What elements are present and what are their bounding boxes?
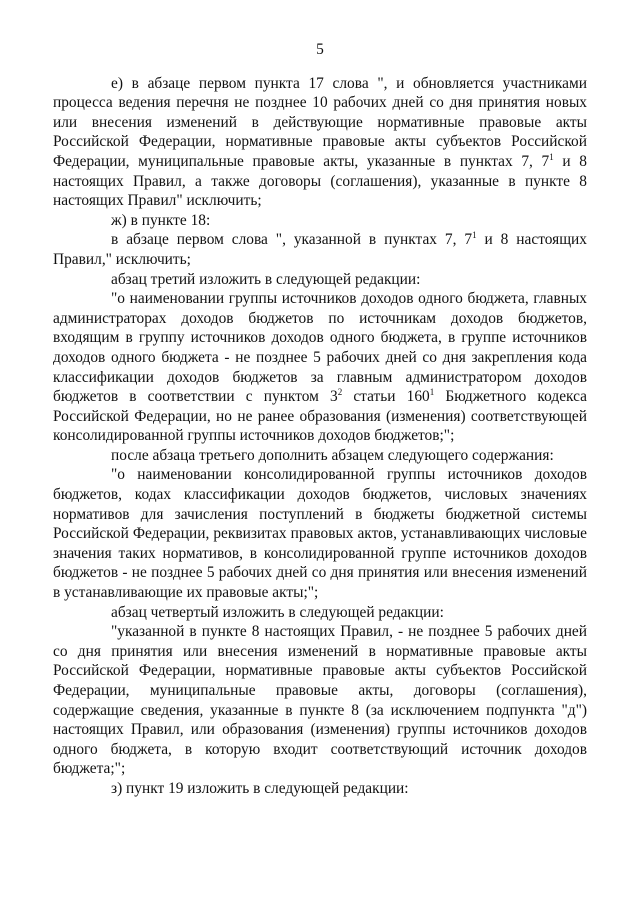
paragraph-quote-consolidated: "о наименовании консолидированной группы источников доходов бюджетов, кодах классификации доходов бюджетов, числовых значениях нормативов для зачисления поступлений в бюджеты бюджетной системы Российской Федерации, реквизитах правовых актов, устанавливающих числовые значения таких нормативов, в консолидированной группе источников доходов бюджетов - не позднее 5 рабочих дней со дня принятия или внесения изменений в устанавливающие их правовые акты;"; — [53, 466, 587, 602]
paragraph-fourth-abzac: абзац четвертый изложить в следующей редакции: — [111, 603, 444, 621]
paragraph-e: е) в абзаце первом пункта 17 слова ", и обновляется участниками процесса ведения перечня не позднее 10 рабочих дней со дня принятия новых или внесения изменений в действующие нормативные правовые акты Российской Федерации, нормативные правовые акты субъектов Российской Федерации, муниципальные правовые акты, указанные в пунктах 7, $7^1$ и 8 настоящих Правил, а также договоры (соглашения), указанные в пункте 8 настоящих Правил" исключить; — [53, 74, 587, 210]
page-number: 5 — [316, 41, 324, 58]
paragraph-zh: ж) в пункте 18: — [111, 211, 211, 229]
paragraph-z: з) пункт 19 изложить в следующей редакции: — [111, 779, 409, 797]
paragraph-quote-point8: "указанной в пункте 8 настоящих Правил, - не позднее 5 рабочих дней со дня принятия или внесения изменений в нормативные правовые акты Российской Федерации, нормативные правовые акты субъектов Российской Федерации, муниципальные правовые акты, договоры (соглашения), содержащие сведения, указанные в пункте 8 (за исключением подпункта "д") настоящих Правил, или образования (изменения) группы источников доходов одного бюджета, в которую входит соответствующий источник доходов бюджета;"; — [53, 623, 587, 778]
superscript: 2 — [337, 387, 343, 398]
paragraph-after-third: после абзаца третьего дополнить абзацем следующего содержания: — [111, 446, 554, 464]
paragraph-quote-group: "о наименовании группы источников доходов одного бюджета, главных администраторах доходов бюджетов по источникам доходов бюджетов, входящим в группу источников доходов одного бюджета, в группе источников доходов одного бюджета - не позднее 5 рабочих дней со дня закрепления кода классификации доходов бюджетов за главным администратором доходов бюджетов в соответствии с пунктом $3^2$ статьи $160^1$ Бюджетного кодекса Российской Федерации, но не ранее образования (изменения) соответствующей консолидированной группы источников доходов бюджетов;"; — [53, 290, 587, 445]
superscript: 1 — [549, 151, 554, 162]
superscript: 1 — [472, 230, 477, 241]
superscript: 1 — [429, 387, 435, 398]
paragraph-first-abzac: в абзаце первом слова ", указанной в пунктах 7, $7^1$ и 8 настоящих Правил," исключить; — [53, 230, 587, 268]
paragraph-third-abzac: абзац третий изложить в следующей редакции: — [111, 270, 421, 288]
